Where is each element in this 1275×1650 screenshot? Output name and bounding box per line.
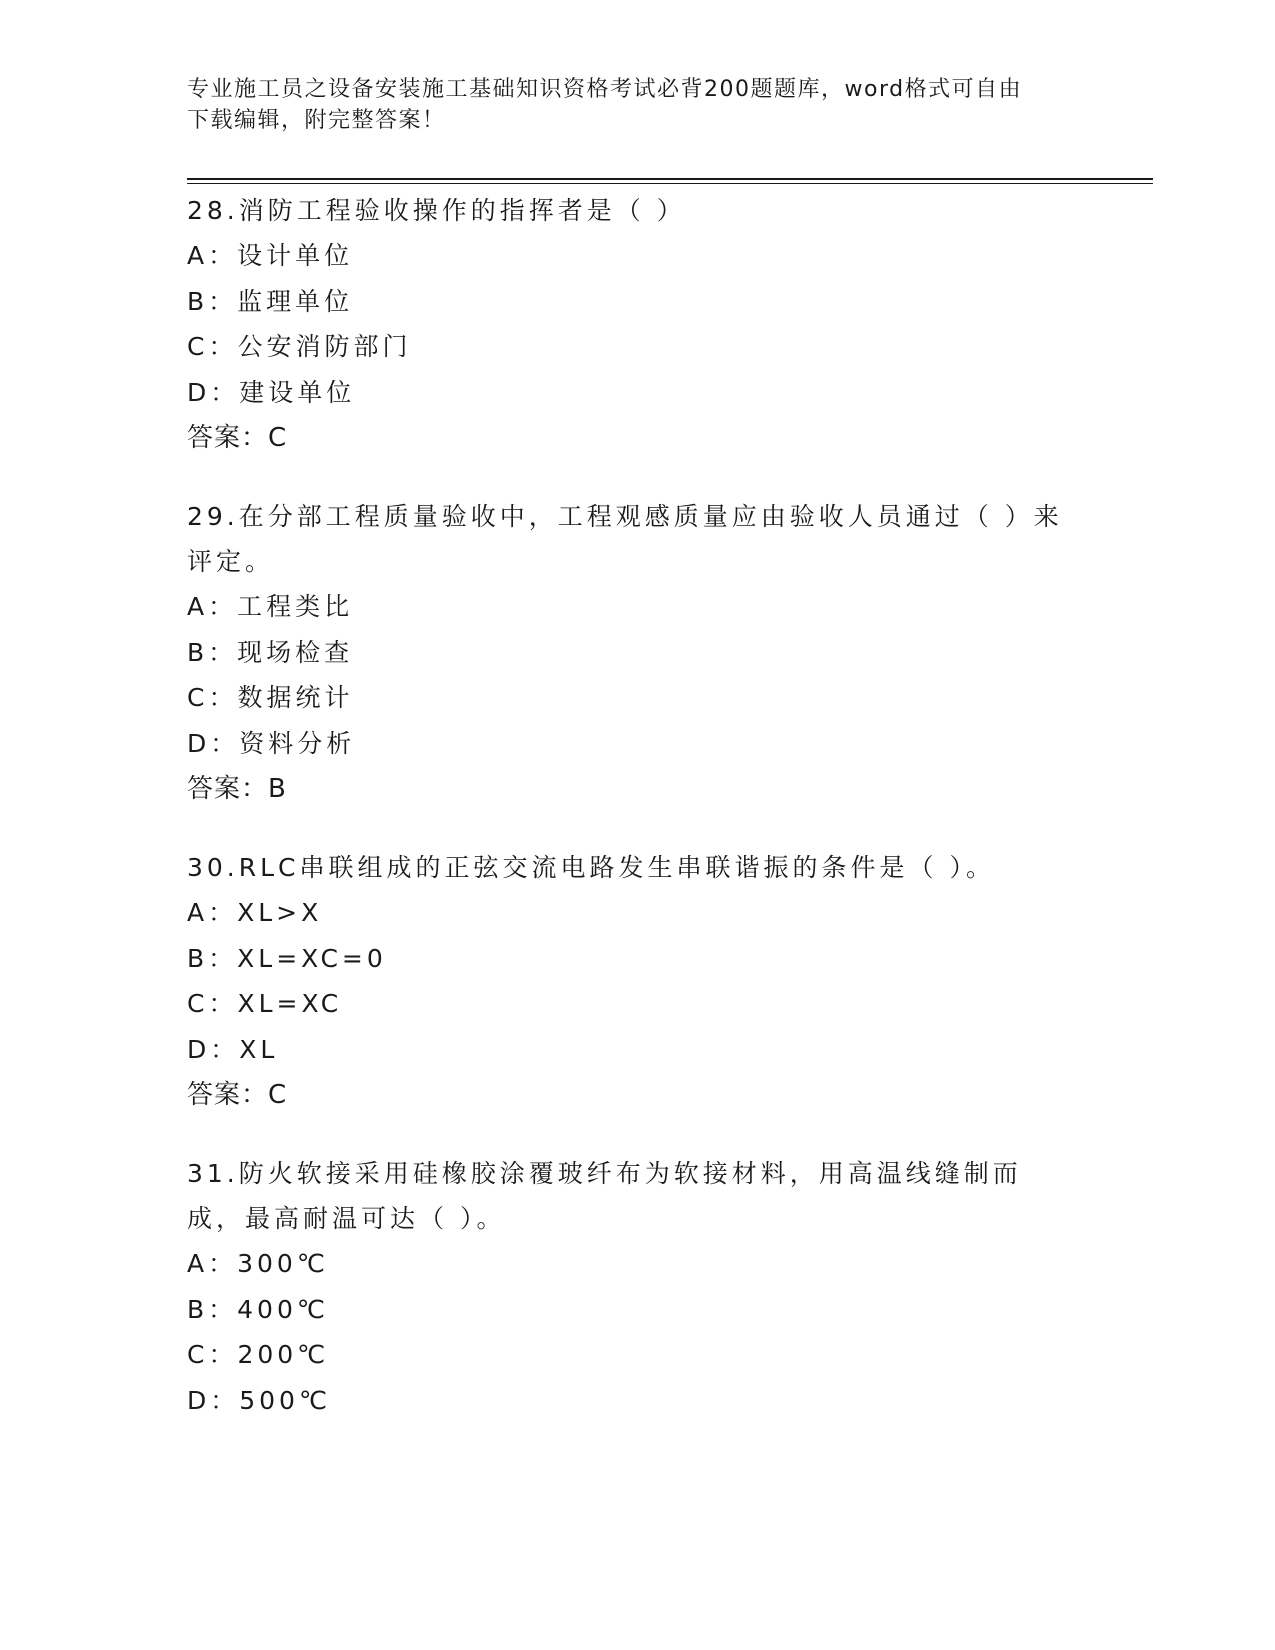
- header-line-1: 专业施工员之设备安装施工基础知识资格考试必背200题题库，word格式可自由: [187, 77, 1023, 102]
- answer: 答案：B: [187, 774, 287, 804]
- option-d: D：500℃: [187, 1385, 332, 1415]
- header-divider-thick: [187, 178, 1153, 180]
- option-a: A：设计单位: [187, 241, 354, 270]
- question-stem: 30.RLC串联组成的正弦交流电路发生串联谐振的条件是（ ）。: [187, 853, 995, 882]
- question-28: [187, 188, 1067, 461]
- option-a: A：工程类比: [187, 592, 354, 621]
- question-stem: 28.消防工程验收操作的指挥者是（ ）: [187, 196, 686, 225]
- question-stem: 29.在分部工程质量验收中，工程观感质量应由验收人员通过（ ）来评定。: [187, 502, 1063, 576]
- option-b: B：XL=XC=0: [187, 943, 387, 973]
- answer: 答案：C: [187, 423, 288, 453]
- question-stem: 31.防火软接采用硅橡胶涂覆玻纤布为软接材料，用高温线缝制而成，最高耐温可达（ ）。: [187, 1159, 1022, 1233]
- header-divider-thin: [187, 183, 1153, 184]
- option-c: C：数据统计: [187, 683, 354, 712]
- question-list: [187, 188, 1067, 1456]
- option-d: D：资料分析: [187, 728, 356, 758]
- question-30: [187, 845, 1067, 1118]
- option-a: A：300℃: [187, 1249, 329, 1278]
- option-c: C：XL=XC: [187, 989, 343, 1018]
- option-d: D：XL: [187, 1034, 279, 1064]
- option-b: B：400℃: [187, 1294, 329, 1324]
- header-line-2: 下载编辑，附完整答案！: [187, 108, 446, 133]
- option-c: C：200℃: [187, 1340, 330, 1369]
- question-29: [187, 494, 1067, 812]
- question-31: [187, 1151, 1067, 1423]
- option-a: A：XL>X: [187, 898, 323, 927]
- option-d: D：建设单位: [187, 377, 356, 407]
- answer: 答案：C: [187, 1080, 288, 1110]
- option-b: B：监理单位: [187, 286, 354, 316]
- option-b: B：现场检查: [187, 637, 354, 667]
- option-c: C：公安消防部门: [187, 332, 412, 361]
- document-header: [187, 74, 1067, 136]
